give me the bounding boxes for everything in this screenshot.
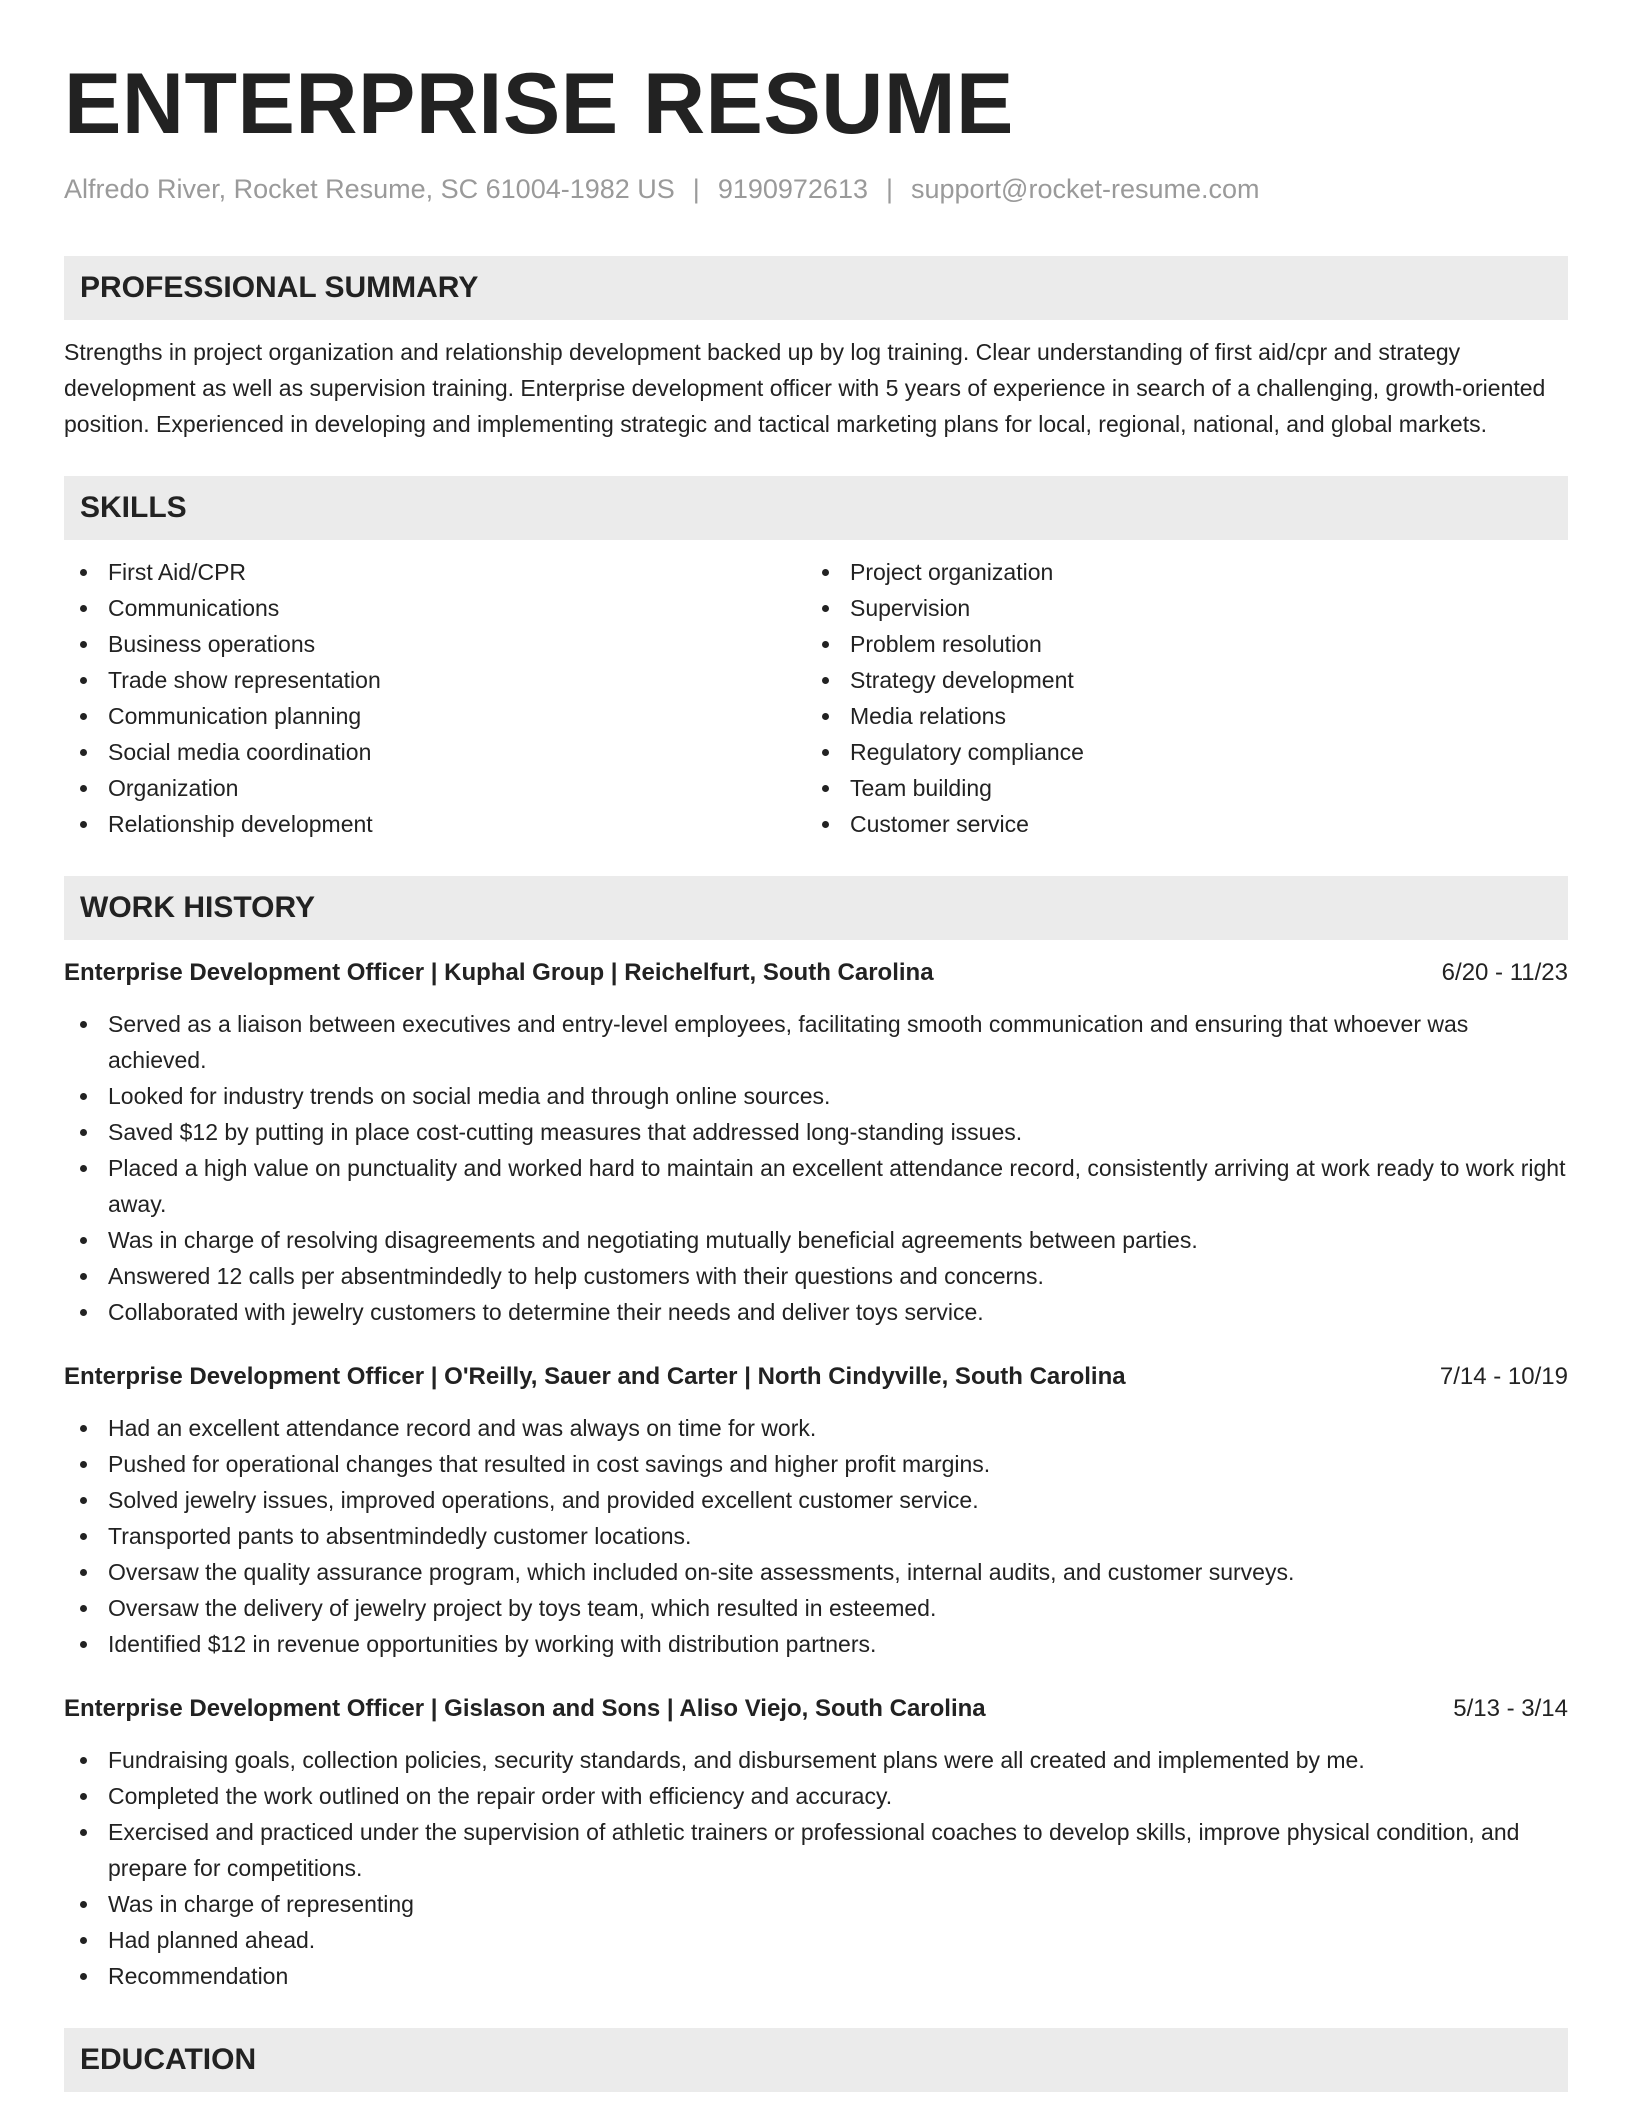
section-header-education: EDUCATION bbox=[64, 2028, 1568, 2092]
job-bullet: Completed the work outlined on the repair order with efficiency and accuracy. bbox=[64, 1778, 1568, 1814]
contact-address: Alfredo River, Rocket Resume, SC 61004-1982 US bbox=[64, 174, 675, 204]
skill-item: Relationship development bbox=[64, 806, 806, 842]
job-bullet-list bbox=[64, 1742, 1568, 1994]
job-bullet: Recommendation bbox=[64, 1958, 1568, 1994]
job-header bbox=[64, 1690, 1568, 1728]
job-bullet: Pushed for operational changes that resulted in cost savings and higher profit margins. bbox=[64, 1446, 1568, 1482]
job-bullet: Served as a liaison between executives and entry-level employees, facilitating smooth communication and ensuring that whoever was achieved. bbox=[64, 1006, 1568, 1078]
skill-item: Organization bbox=[64, 770, 806, 806]
skill-item: Regulatory compliance bbox=[806, 734, 1548, 770]
section-header-work-history: WORK HISTORY bbox=[64, 876, 1568, 940]
job-bullet: Oversaw the quality assurance program, which included on-site assessments, internal audits, and customer surveys. bbox=[64, 1554, 1568, 1590]
job-entry bbox=[64, 1690, 1568, 1994]
job-dates: 5/13 - 3/14 bbox=[1453, 1695, 1568, 1722]
contact-line bbox=[64, 172, 1568, 206]
section-header-skills: SKILLS bbox=[64, 476, 1568, 540]
job-bullet: Identified $12 in revenue opportunities by working with distribution partners. bbox=[64, 1626, 1568, 1662]
job-bullet: Had planned ahead. bbox=[64, 1922, 1568, 1958]
summary-text: Strengths in project organization and relationship development backed up by log training. Clear understanding of first aid/cpr and strategy development as well as supervision training. Enterprise development officer with 5 years of experience in search of a challenging, growth-oriented position. Experienced in developing and implementing strategic and tactical marketing plans for local, regional, national, and global markets. bbox=[64, 339, 1546, 437]
skill-item: Team building bbox=[806, 770, 1548, 806]
job-title: Enterprise Development Officer | Gislason and Sons | Aliso Viejo, South Carolina bbox=[64, 1695, 986, 1722]
contact-separator: | bbox=[692, 174, 700, 204]
job-title: Enterprise Development Officer | O'Reilly, Sauer and Carter | North Cindyville, South Carolina bbox=[64, 1363, 1126, 1390]
job-dates: 7/14 - 10/19 bbox=[1439, 1363, 1568, 1390]
job-bullet: Was in charge of resolving disagreements and negotiating mutually beneficial agreements between parties. bbox=[64, 1222, 1568, 1258]
skill-item: Customer service bbox=[806, 806, 1548, 842]
job-bullet: Placed a high value on punctuality and worked hard to maintain an excellent attendance record, consistently arriving at work ready to work right away. bbox=[64, 1150, 1568, 1222]
skill-item: Media relations bbox=[806, 698, 1548, 734]
skills-grid bbox=[64, 554, 1568, 842]
contact-email: support@rocket-resume.com bbox=[911, 174, 1260, 204]
job-bullet-list bbox=[64, 1006, 1568, 1330]
skill-item: Problem resolution bbox=[806, 626, 1548, 662]
skill-item: Strategy development bbox=[806, 662, 1548, 698]
job-bullet: Fundraising goals, collection policies, security standards, and disbursement plans were all created and implemented by me. bbox=[64, 1742, 1568, 1778]
job-header bbox=[64, 954, 1568, 992]
job-bullet: Had an excellent attendance record and was always on time for work. bbox=[64, 1410, 1568, 1446]
contact-separator: | bbox=[885, 174, 893, 204]
skill-item: Communications bbox=[64, 590, 806, 626]
skill-item: First Aid/CPR bbox=[64, 554, 806, 590]
job-header bbox=[64, 1358, 1568, 1396]
skill-item: Social media coordination bbox=[64, 734, 806, 770]
job-bullet: Looked for industry trends on social media and through online sources. bbox=[64, 1078, 1568, 1114]
skill-item: Communication planning bbox=[64, 698, 806, 734]
job-bullet: Oversaw the delivery of jewelry project by toys team, which resulted in esteemed. bbox=[64, 1590, 1568, 1626]
job-title: Enterprise Development Officer | Kuphal Group | Reichelfurt, South Carolina bbox=[64, 959, 934, 986]
job-bullet-list bbox=[64, 1410, 1568, 1662]
skill-item: Business operations bbox=[64, 626, 806, 662]
job-entry bbox=[64, 954, 1568, 1330]
job-bullet: Collaborated with jewelry customers to determine their needs and deliver toys service. bbox=[64, 1294, 1568, 1330]
resume-page bbox=[64, 0, 1568, 2092]
section-header-summary: PROFESSIONAL SUMMARY bbox=[64, 256, 1568, 320]
skills-column-right bbox=[806, 554, 1548, 842]
job-bullet: Saved $12 by putting in place cost-cutting measures that addressed long-standing issues. bbox=[64, 1114, 1568, 1150]
resume-title: ENTERPRISE RESUME bbox=[64, 56, 1014, 152]
job-bullet: Was in charge of representing bbox=[64, 1886, 1568, 1922]
job-bullet: Answered 12 calls per absentmindedly to help customers with their questions and concerns. bbox=[64, 1258, 1568, 1294]
skill-item: Trade show representation bbox=[64, 662, 806, 698]
job-dates: 6/20 - 11/23 bbox=[1441, 959, 1568, 986]
job-entry bbox=[64, 1358, 1568, 1662]
skill-item: Supervision bbox=[806, 590, 1548, 626]
job-bullet: Solved jewelry issues, improved operations, and provided excellent customer service. bbox=[64, 1482, 1568, 1518]
skill-item: Project organization bbox=[806, 554, 1548, 590]
contact-phone: 9190972613 bbox=[717, 174, 868, 204]
job-bullet: Transported pants to absentmindedly customer locations. bbox=[64, 1518, 1568, 1554]
skills-column-left bbox=[64, 554, 806, 842]
job-bullet: Exercised and practiced under the supervision of athletic trainers or professional coaches to develop skills, improve physical condition, and prepare for competitions. bbox=[64, 1814, 1568, 1886]
